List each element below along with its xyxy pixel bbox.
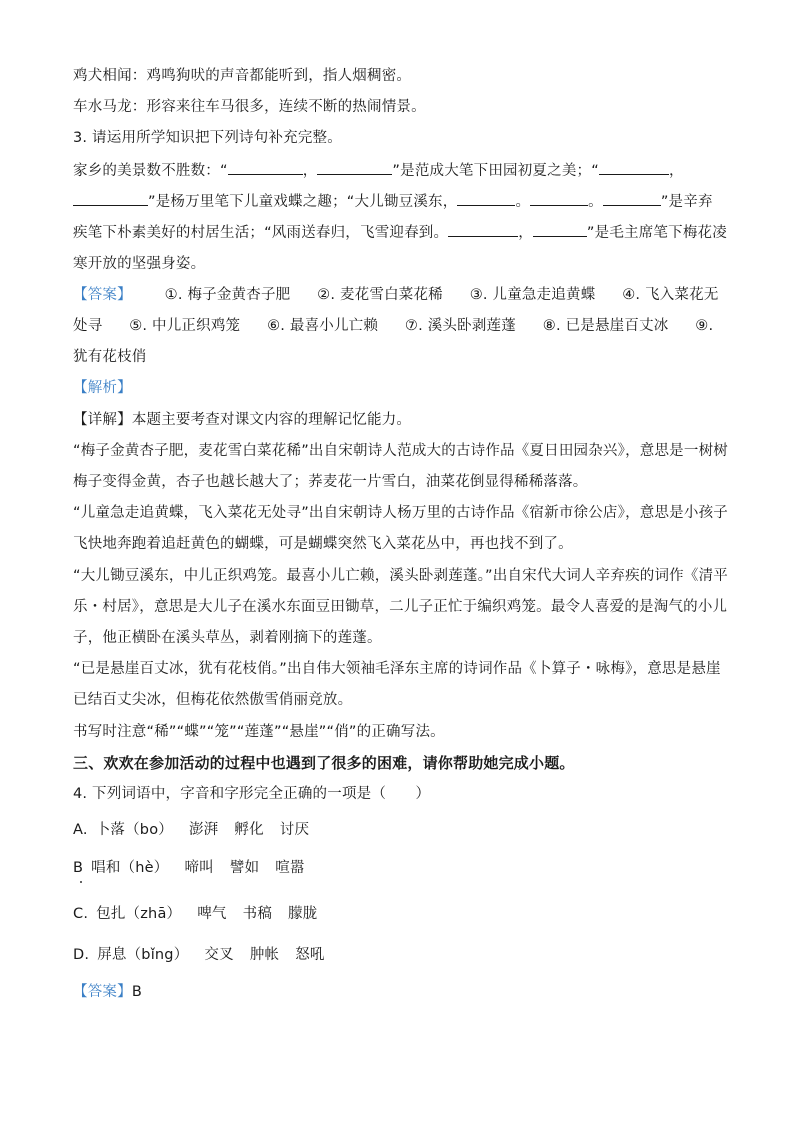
- analysis-paragraph: “已是悬崖百丈冰，犹有花枝俏。”出自伟大领袖毛泽东主席的诗词作品《卜算子・咏梅》，意思是悬崖: [73, 661, 721, 677]
- answer-item: ①. 梅子金黄杏子肥: [164, 287, 291, 303]
- writing-note: 书写时注意“稀”“蝶”“笼”“莲蓬”“悬崖”“俏”的正确写法。: [73, 724, 445, 740]
- answer-item: ⑥. 最喜小儿亡赖: [267, 318, 379, 334]
- analysis-paragraph: 已结百丈尖冰，但梅花依然傲雪俏丽竞放。: [73, 692, 353, 708]
- fill-blank: [599, 160, 669, 175]
- analysis-paragraph: 子，他正横卧在溪头草丛，剥着刚摘下的莲蓬。: [73, 630, 382, 646]
- answer-item: ⑤. 中儿正织鸡笼: [129, 318, 241, 334]
- analysis-paragraph: “梅子金黄杏子肥，麦花雪白菜花稀”出自宋朝诗人范成大的古诗作品《夏日田园杂兴》，意思是一树树: [73, 443, 728, 459]
- option-d: D. 屏息（bǐng） 交叉 肿帐 怒吼: [73, 947, 325, 963]
- question-3-prompt: 3. 请运用所学知识把下列诗句补充完整。: [73, 130, 342, 146]
- poem-fill-line: 家乡的美景数不胜数：“ ， ”是范成大笔下田园初夏之美；“ ，: [73, 160, 724, 181]
- fill-blank: [603, 191, 661, 206]
- fill-blank: [533, 222, 587, 237]
- answer-item: 犹有花枝俏: [73, 349, 147, 365]
- fill-blank: [228, 160, 303, 175]
- answer-item: ⑨.: [695, 318, 714, 334]
- idiom-explanation: 鸡犬相闻：鸡鸣狗吠的声音都能听到，指人烟稠密。: [73, 68, 412, 84]
- answer-line: [73, 285, 724, 305]
- analysis-paragraph: 飞快地奔跑着追赶黄色的蝴蝶，可是蝴蝶突然飞入菜花丛中，再也找不到了。: [73, 536, 573, 552]
- option-b: B 唱和（hè） 啼叫 譬如 喧嚣: [73, 860, 305, 876]
- answer-item: 处寻: [73, 318, 103, 334]
- analysis-tag: 【解析】: [73, 380, 132, 396]
- stray-mark: [80, 881, 82, 883]
- answer-item: ⑧. 已是悬崖百丈冰: [542, 318, 669, 334]
- analysis-paragraph: “儿童急走追黄蝶，飞入菜花无处寻”出自宋朝诗人杨万里的古诗作品《宿新市徐公店》，意思是小孩子: [73, 505, 728, 521]
- answer-tag: 【答案】: [73, 287, 132, 303]
- detail-tag: 【详解】: [73, 412, 132, 428]
- analysis-paragraph: “大儿锄豆溪东，中儿正织鸡笼。最喜小儿亡赖，溪头卧剥莲蓬。”出自宋代大词人辛弃疾的词作《清平: [73, 568, 728, 584]
- answer-item: ③. 儿童急走追黄蝶: [469, 287, 596, 303]
- detail-line: 【详解】本题主要考查对课文内容的理解记忆能力。: [73, 412, 412, 428]
- answer-tag: 【答案】: [73, 984, 132, 1000]
- question-4-answer: [73, 982, 724, 1002]
- analysis-paragraph: 梅子变得金黄，杏子也越长越大了；荞麦花一片雪白，油菜花倒显得稀稀落落。: [73, 474, 588, 490]
- answer-item: ④. 飞入菜花无: [622, 287, 719, 303]
- fill-blank: [530, 191, 588, 206]
- option-a: A. 卜落（bo） 澎湃 孵化 讨厌: [73, 822, 310, 838]
- section-title: 三、欢欢在参加活动的过程中也遇到了很多的困难，请你帮助她完成小题。: [73, 754, 575, 772]
- fill-blank: [73, 191, 148, 206]
- question-4-prompt: 4. 下列词语中，字音和字形完全正确的一项是（ ）: [73, 786, 431, 802]
- poem-fill-line: 疾笔下朴素美好的村居生活；“风雨送春归，飞雪迎春到。 ， ”是毛主席笔下梅花凌: [73, 222, 724, 243]
- poem-fill-line: 寒开放的坚强身姿。: [73, 256, 206, 272]
- fill-blank: [448, 222, 518, 237]
- analysis-paragraph: 乐・村居》，意思是大儿子在溪水东面豆田锄草，二儿子正忙于编织鸡笼。最令人喜爱的是淘气的小儿: [73, 599, 728, 615]
- fill-blank: [457, 191, 515, 206]
- answer-item: ②. 麦花雪白菜花稀: [317, 287, 443, 303]
- idiom-explanation: 车水马龙：形容来往车马很多，连续不断的热闹情景。: [73, 99, 426, 115]
- answer-line: [73, 316, 724, 336]
- fill-blank: [317, 160, 392, 175]
- option-c: C. 包扎（zhā） 啤气 书稿 朦胧: [73, 906, 318, 922]
- answer-value: B: [131, 984, 142, 1000]
- answer-item: ⑦. 溪头卧剥莲蓬: [404, 318, 516, 334]
- poem-fill-line: ”是杨万里笔下儿童戏蝶之趣；“大儿锄豆溪东， 。 。 ”是辛弃: [73, 191, 724, 212]
